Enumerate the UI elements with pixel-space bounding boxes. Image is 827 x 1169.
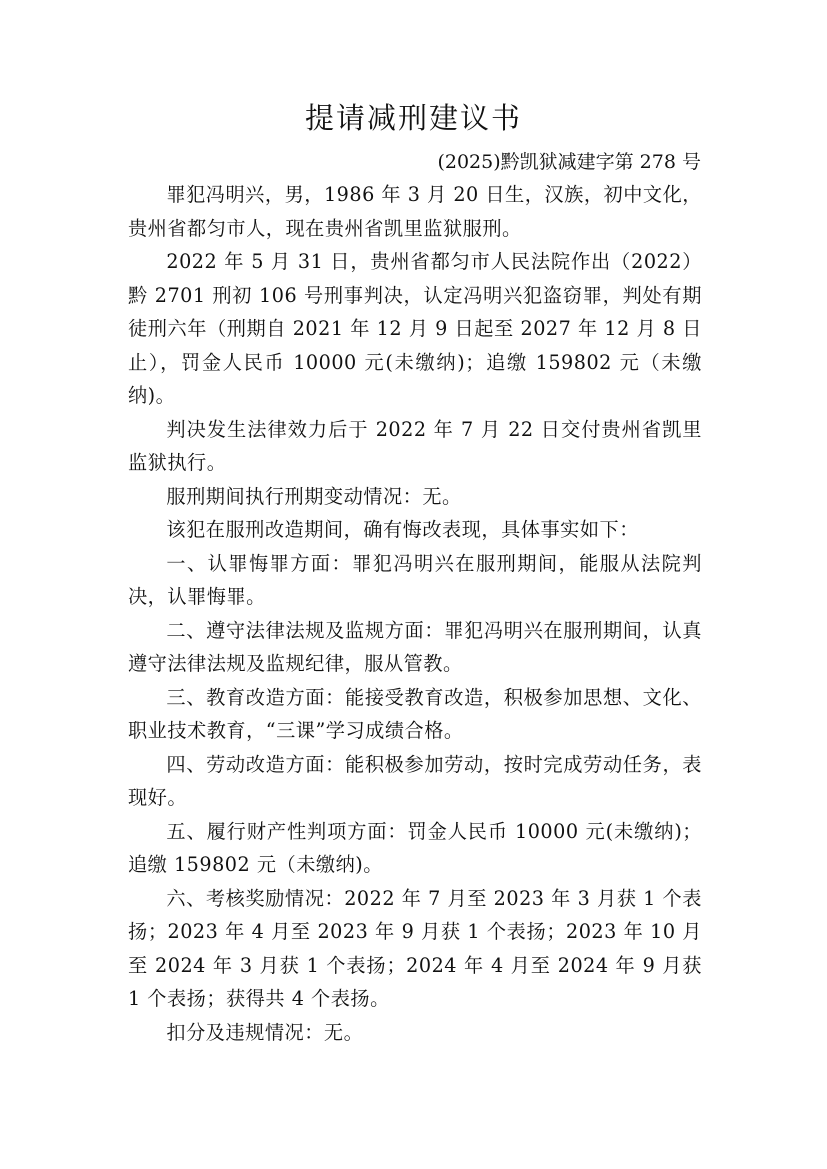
paragraph-item-compliance: 二、遵守法律法规及监规方面：罪犯冯明兴在服刑期间，认真遵守法律法规及监规纪律，服从管教。 xyxy=(128,618,702,675)
paragraph-item-rewards: 六、考核奖励情况：2022 年 7 月至 2023 年 3 月获 1 个表扬；2023 年 4 月至 2023 年 9 月获 1 个表扬；2023 年 10 月至 2024 年 3 月获 1 个表扬；2024 年 4 月至 2024 年 9 月获 1 个表扬；获得共 4 个表扬。 xyxy=(128,886,702,1010)
paragraph-repentance-intro: 该犯在服刑改造期间，确有悔改表现，具体事实如下： xyxy=(166,518,639,541)
document-title: 提请减刑建议书 xyxy=(304,101,522,135)
paragraph-judgment: 2022 年 5 月 31 日，贵州省都匀市人民法院作出（2022）黔 2701 刑初 106 号刑事判决，认定冯明兴犯盗窃罪，判处有期徒刑六年（刑期自 2021 年 12 月 9 日起至 2027 年 12 月 8 日止），罚金人民币 10000 元(未缴纳)；追缴 159802 元（未缴纳)。 xyxy=(128,250,702,407)
paragraph-violations: 扣分及违规情况：无。 xyxy=(166,1020,364,1044)
document-number: (2025)黔凯狱减建字第 278 号 xyxy=(437,151,701,173)
paragraph-sentence-change: 服刑期间执行刑期变动情况：无。 xyxy=(166,484,462,508)
paragraph-item-confession: 一、认罪悔罪方面：罪犯冯明兴在服刑期间，能服从法院判决，认罪悔罪。 xyxy=(128,551,702,608)
document-body xyxy=(128,178,702,1049)
paragraph-item-labor: 四、劳动改造方面：能积极参加劳动，按时完成劳动任务，表现好。 xyxy=(128,752,702,809)
paragraph-item-education: 三、教育改造方面：能接受教育改造，积极参加思想、文化、职业技术教育，“三课”学习成绩合格。 xyxy=(128,685,702,742)
paragraph-delivery: 判决发生法律效力后于 2022 年 7 月 22 日交付贵州省凯里监狱执行。 xyxy=(128,417,702,474)
paragraph-personal-info: 罪犯冯明兴，男，1986 年 3 月 20 日生，汉族，初中文化，贵州省都匀市人，现在贵州省凯里监狱服刑。 xyxy=(128,183,702,240)
paragraph-item-property: 五、履行财产性判项方面：罚金人民币 10000 元(未缴纳)；追缴 159802 元（未缴纳)。 xyxy=(128,819,702,876)
